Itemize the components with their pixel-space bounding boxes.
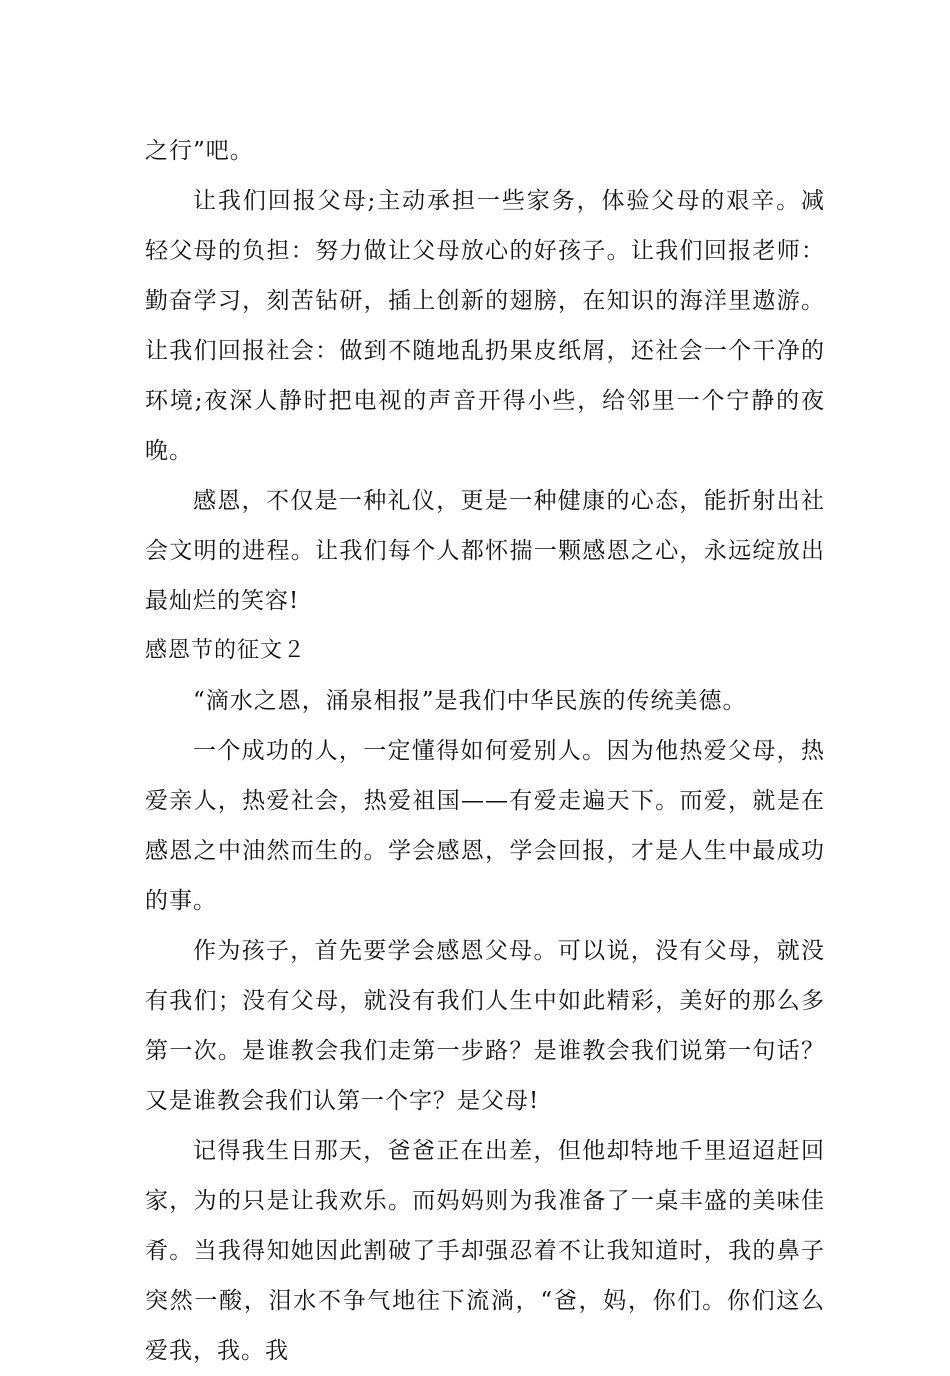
paragraph-birthday-memory: 记得我生日那天，爸爸正在出差，但他却特地千里迢迢赶回家，为的只是让我欢乐。而妈妈则为我准备了一桌丰盛的美味佳肴。当我得知她因此割破了手却强忍着不让我知道时，我的鼻子突然一酸，泪水不争气地往下流淌，“爸，妈，你们。你们这么爱我，我。我 xyxy=(145,1138,825,1364)
paragraph-gratitude-attitude: 感恩，不仅是一种礼仪，更是一种健康的心态，能折射出社会文明的进程。让我们每个人都怀揣一颗感恩之心，永远绽放出最灿烂的笑容! xyxy=(145,488,825,614)
document-body xyxy=(145,126,825,1376)
paragraph-thank-parents: 作为孩子，首先要学会感恩父母。可以说，没有父母，就没有我们；没有父母，就没有我们人生中如此精彩，美好的那么多第一次。是谁教会我们走第一步路？是谁教会我们说第一句话？又是谁教会我们认第一个字？是父母! xyxy=(145,938,825,1114)
paragraph-continuation: 之行”吧。 xyxy=(145,138,254,164)
paragraph-proverb: “滴水之恩，涌泉相报”是我们中华民族的传统美德。 xyxy=(193,688,747,714)
paragraph-successful-person: 一个成功的人，一定懂得如何爱别人。因为他热爱父母，热爱亲人，热爱社会，热爱祖国——有爱走遍天下。而爱，就是在感恩之中油然而生的。学会感恩，学会回报，才是人生中最成功的事。 xyxy=(145,738,825,914)
paragraph-repay: 让我们回报父母;主动承担一些家务，体验父母的艰辛。减轻父母的负担：努力做让父母放心的好孩子。让我们回报老师：勤奋学习，刻苦钻研，插上创新的翅膀，在知识的海洋里遨游。让我们回报社会：做到不随地乱扔果皮纸屑，还社会一个干净的环境;夜深人静时把电视的声音开得小些，给邻里一个宁静的夜晚。 xyxy=(145,188,825,464)
section-heading: 感恩节的征文２ xyxy=(145,638,307,663)
